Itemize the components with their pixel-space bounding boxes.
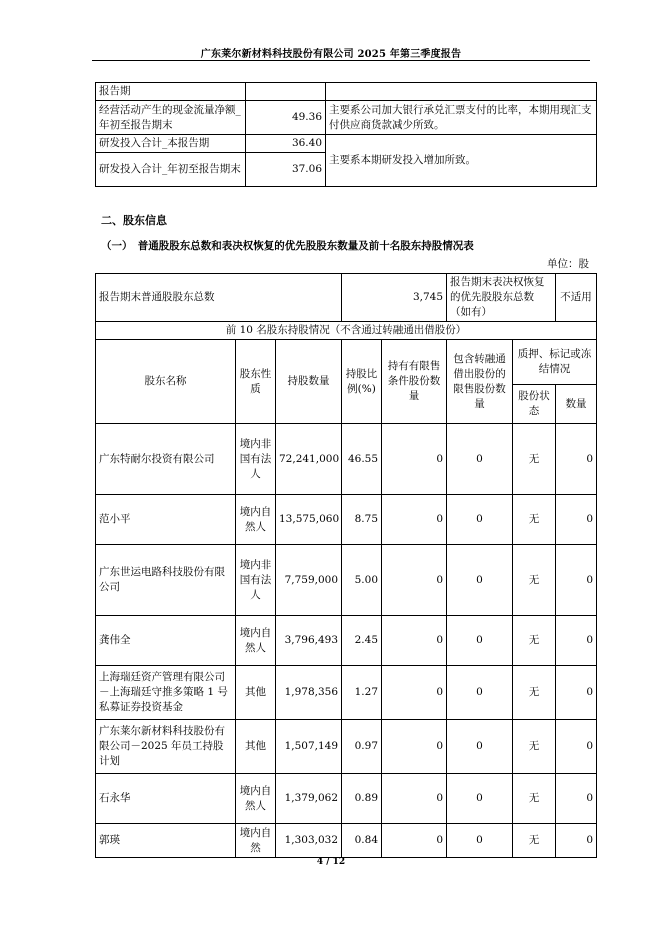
shareholder-nature: 其他	[236, 666, 276, 720]
table-caption: 前 10 名股东持股情况（不含通过转融通出借股份）	[96, 322, 597, 340]
table-row	[96, 666, 597, 720]
table-row	[96, 135, 597, 153]
table-row	[96, 101, 597, 135]
shareholder-status: 无	[513, 824, 556, 858]
shareholder-qty: 0	[556, 824, 597, 858]
shareholder-name: 石永华	[96, 774, 236, 824]
item-cell: 经营活动产生的现金流量净额_年初至报告期末	[96, 101, 246, 135]
shareholder-ratio: 5.00	[342, 545, 382, 616]
shareholder-ratio: 1.27	[342, 666, 382, 720]
table-row	[96, 824, 597, 858]
item-cell: 研发投入合计_年初至报告期末	[96, 153, 246, 187]
header-rule	[92, 60, 590, 61]
table-row	[96, 720, 597, 774]
shareholder-shares: 1,303,032	[276, 824, 342, 858]
table-row	[96, 83, 597, 101]
table-row	[96, 495, 597, 545]
shareholder-restricted: 0	[382, 824, 447, 858]
summary-row	[96, 274, 597, 322]
document-header: 广东莱尔新材料科技股份有限公司 2025 年第三季度报告	[200, 49, 462, 60]
shareholder-shares: 13,575,060	[276, 495, 342, 545]
table-row	[96, 774, 597, 824]
note-cell	[326, 83, 597, 101]
shareholder-lent: 0	[447, 774, 513, 824]
item-cell: 报告期	[96, 83, 246, 101]
shareholder-table	[95, 273, 597, 858]
table-row	[96, 616, 597, 666]
shareholder-name: 广东世运电路科技股份有限公司	[96, 545, 236, 616]
header-name: 股东名称	[96, 340, 236, 424]
note-cell: 主要系本期研发投入增加所致。	[326, 135, 597, 187]
header-nature: 股东性质	[236, 340, 276, 424]
shareholder-ratio: 0.97	[342, 720, 382, 774]
shareholder-lent: 0	[447, 824, 513, 858]
shareholder-name: 郭瑛	[96, 824, 236, 858]
shareholder-restricted: 0	[382, 424, 447, 495]
item-cell: 研发投入合计_本报告期	[96, 135, 246, 153]
shareholder-name: 广东莱尔新材料科技股份有限公司－2025 年员工持股计划	[96, 720, 236, 774]
shareholder-qty: 0	[556, 666, 597, 720]
shareholder-status: 无	[513, 666, 556, 720]
shareholder-qty: 0	[556, 495, 597, 545]
shareholder-shares: 72,241,000	[276, 424, 342, 495]
summary-value: 3,745	[342, 274, 447, 322]
shareholder-shares: 1,978,356	[276, 666, 342, 720]
shareholder-shares: 7,759,000	[276, 545, 342, 616]
summary-label-pref: 报告期末表决权恢复的优先股股东总数（如有）	[447, 274, 556, 322]
unit-label: 单位：股	[547, 258, 589, 270]
section-title: 二、股东信息	[101, 214, 167, 227]
shareholder-nature: 境内非国有法人	[236, 545, 276, 616]
shareholder-nature: 境内自然	[236, 824, 276, 858]
shareholder-qty: 0	[556, 545, 597, 616]
header-pledge-status: 股份状态	[513, 385, 556, 424]
shareholder-restricted: 0	[382, 720, 447, 774]
shareholder-status: 无	[513, 545, 556, 616]
shareholder-nature: 境内自然人	[236, 616, 276, 666]
shareholder-qty: 0	[556, 424, 597, 495]
shareholder-restricted: 0	[382, 774, 447, 824]
shareholder-status: 无	[513, 774, 556, 824]
shareholder-status: 无	[513, 495, 556, 545]
summary-label: 报告期末普通股股东总数	[96, 274, 342, 322]
shareholder-status: 无	[513, 720, 556, 774]
shareholder-restricted: 0	[382, 616, 447, 666]
shareholder-ratio: 8.75	[342, 495, 382, 545]
shareholder-nature: 境内自然人	[236, 495, 276, 545]
shareholder-restricted: 0	[382, 495, 447, 545]
caption-row	[96, 322, 597, 340]
shareholder-ratio: 0.84	[342, 824, 382, 858]
table-row	[96, 424, 597, 495]
note-cell: 主要系公司加大银行承兑汇票支付的比率，本期用现汇支付供应商货款减少所致。	[326, 101, 597, 135]
header-shares: 持股数量	[276, 340, 342, 424]
shareholder-ratio: 2.45	[342, 616, 382, 666]
page-number: 4 / 12	[316, 857, 346, 867]
header-pledge-qty: 数量	[556, 385, 597, 424]
header-lent-restricted: 包含转融通借出股份的限售股份数量	[447, 340, 513, 424]
shareholder-nature: 境内非国有法人	[236, 424, 276, 495]
shareholder-status: 无	[513, 616, 556, 666]
shareholder-qty: 0	[556, 616, 597, 666]
shareholder-lent: 0	[447, 424, 513, 495]
shareholder-qty: 0	[556, 720, 597, 774]
shareholder-shares: 1,379,062	[276, 774, 342, 824]
shareholder-lent: 0	[447, 720, 513, 774]
shareholder-name: 龚伟全	[96, 616, 236, 666]
shareholder-lent: 0	[447, 666, 513, 720]
shareholder-shares: 3,796,493	[276, 616, 342, 666]
header-restricted: 持有有限售条件股份数量	[382, 340, 447, 424]
shareholder-nature: 境内自然人	[236, 774, 276, 824]
shareholder-name: 范小平	[96, 495, 236, 545]
header-pledge-group: 质押、标记或冻结情况	[513, 340, 597, 385]
shareholder-name: 广东特耐尔投资有限公司	[96, 424, 236, 495]
shareholder-restricted: 0	[382, 666, 447, 720]
shareholder-lent: 0	[447, 616, 513, 666]
shareholder-lent: 0	[447, 545, 513, 616]
shareholder-name: 上海瑞廷资产管理有限公司－上海瑞廷守推多策略 1 号私募证券投资基金	[96, 666, 236, 720]
value-cell: 49.36	[246, 101, 326, 135]
shareholder-ratio: 46.55	[342, 424, 382, 495]
subsection-title: （一） 普通股股东总数和表决权恢复的优先股股东数量及前十名股东持股情况表	[101, 240, 474, 252]
header-row	[96, 340, 597, 385]
table-row	[96, 545, 597, 616]
shareholder-restricted: 0	[382, 545, 447, 616]
shareholder-ratio: 0.89	[342, 774, 382, 824]
shareholder-shares: 1,507,149	[276, 720, 342, 774]
value-cell: 36.40	[246, 135, 326, 153]
change-reason-table	[95, 82, 597, 187]
header-ratio: 持股比例(%)	[342, 340, 382, 424]
shareholder-qty: 0	[556, 774, 597, 824]
shareholder-lent: 0	[447, 495, 513, 545]
shareholder-nature: 其他	[236, 720, 276, 774]
shareholder-status: 无	[513, 424, 556, 495]
summary-value-pref: 不适用	[556, 274, 597, 322]
value-cell	[246, 83, 326, 101]
value-cell: 37.06	[246, 153, 326, 187]
